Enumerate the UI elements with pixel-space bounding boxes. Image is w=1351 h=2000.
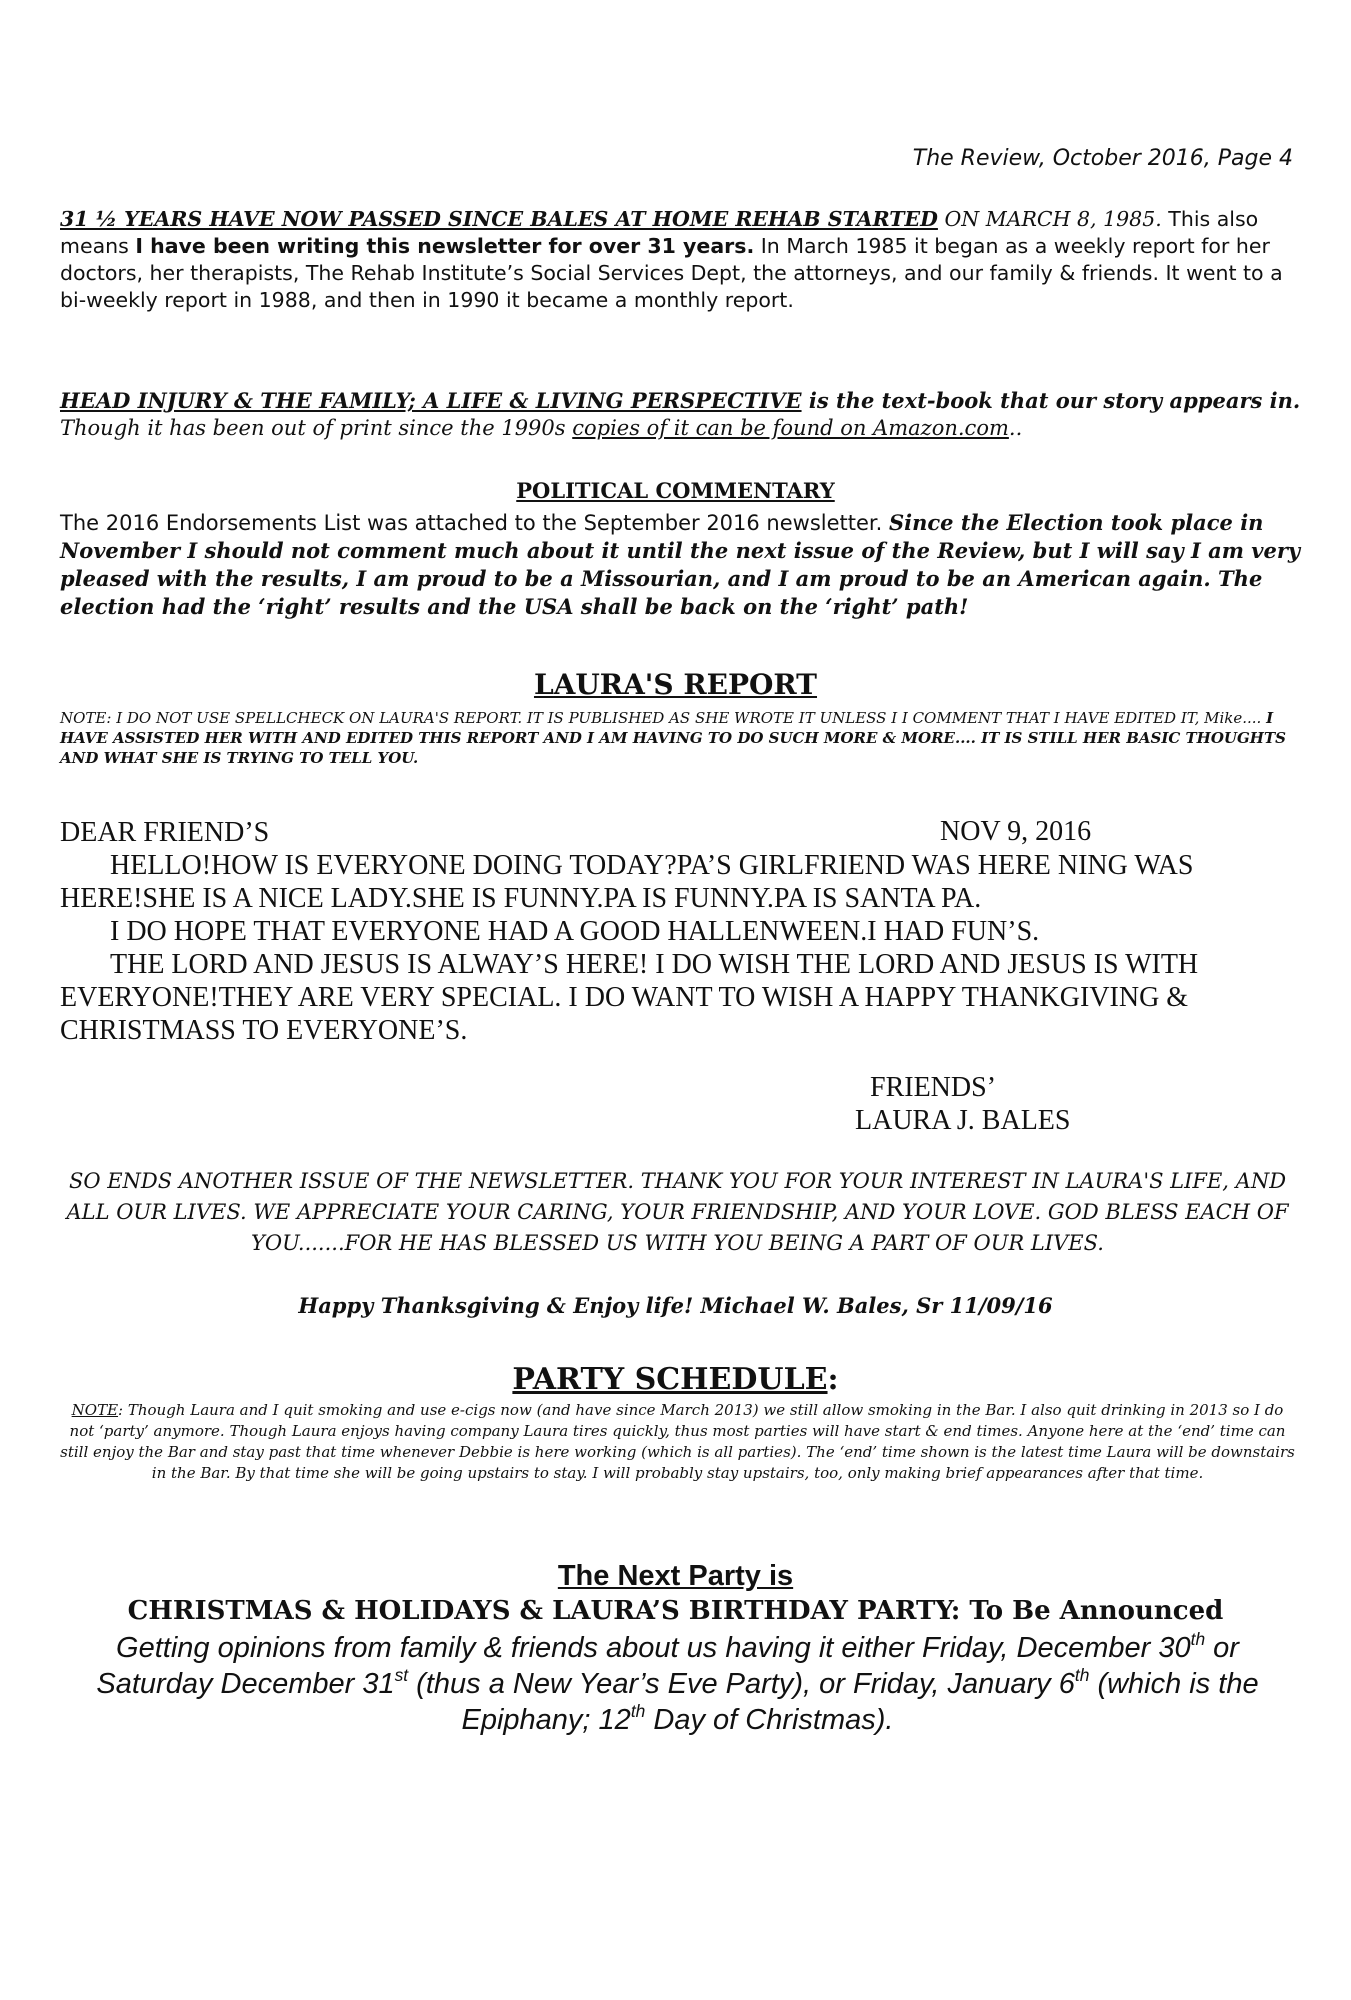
political-emphasis: Since the Election took place in November I should not comment much about it until the next issue of the Review, but I will say I am very pleased with the results, I am proud to be a Missourian, and I am proud to be an American again. The election had the ‘right’ results and the USA shall be back on the ‘right’ path! bbox=[60, 510, 1301, 619]
letter-paragraph-1: HELLO!HOW IS EVERYONE DOING TODAY?PA’S GIRLFRIEND WAS HERE NING WAS HERE!SHE IS A NICE LADY.SHE IS FUNNY.PA IS FUNNY.PA IS SANTA PA. bbox=[60, 850, 1194, 914]
next-details-sup-1: th bbox=[1190, 1628, 1206, 1649]
rehab-text-2: In March 1985 it began as a weekly report for her doctors, her therapists, The Rehab Institute’s Social Services Dept, the attorneys, and our family & friends. It went to a bi-weekly report in 1988, and then in 1990 it became a monthly report. bbox=[60, 234, 1283, 312]
political-title: POLITICAL COMMENTARY bbox=[516, 478, 835, 503]
rehab-paragraph bbox=[60, 206, 1295, 314]
letter-date: NOV 9, 2016 bbox=[940, 816, 1092, 847]
book-tail: .. bbox=[1008, 416, 1023, 440]
political-text: The 2016 Endorsements List was attached to the September 2016 newsletter. bbox=[60, 511, 889, 535]
book-amazon-text: copies of it can be found on Amazon.com bbox=[572, 416, 1009, 440]
page-header: The Review, October 2016, Page 4 bbox=[912, 146, 1293, 171]
letter-body bbox=[60, 849, 1310, 1047]
next-party-details bbox=[60, 1630, 1295, 1738]
party-schedule-title bbox=[0, 1362, 1351, 1397]
rehab-text-1: This also means bbox=[60, 207, 1259, 258]
book-text: Though it has been out of print since the 1990s bbox=[60, 416, 573, 440]
next-party-event: CHRISTMAS & HOLIDAYS & LAURA’S BIRTHDAY PARTY: To Be Announced bbox=[127, 1596, 1224, 1626]
book-bold-rest: is the text-book that our story appears in. bbox=[801, 388, 1301, 413]
next-details-part-5: Day of Christmas). bbox=[645, 1704, 894, 1736]
rehab-bold: I have been writing this newsletter for over 31 years. bbox=[135, 234, 755, 258]
next-details-sup-2: st bbox=[394, 1664, 409, 1685]
party-note-text: : Though Laura and I quit smoking and use e-cigs now (and have since March 2013) we still allow smoking in the Bar. I also quit drinking in 2013 so I do not ‘party’ anymore. Though Laura enjoys having company Laura tires quickly, thus most parties will have start & end times. Anyone here at the ‘end’ time can still enjoy the Bar and stay past that time whenever Debbie is here working (which is all parties). The ‘end’ time shown is the latest time Laura will be downstairs in the Bar. By that time she will be going upstairs to stay. I will probably stay upstairs, too, only making brief appearances after that time. bbox=[60, 1401, 1295, 1482]
letter-sign-off: FRIENDS’ bbox=[870, 1072, 997, 1103]
letter-paragraph-3: THE LORD AND JESUS IS ALWAY’S HERE! I DO WISH THE LORD AND JESUS IS WITH EVERYONE!THEY ARE VERY SPECIAL. I DO WANT TO WISH A HAPPY THANKGIVING & CHRISTMASS TO EVERYONE’S. bbox=[60, 949, 1199, 1046]
book-title: HEAD INJURY & THE FAMILY; A LIFE & LIVING PERSPECTIVE bbox=[60, 388, 802, 413]
letter-greeting: DEAR FRIEND’S bbox=[60, 817, 270, 848]
next-details-part-2: or Saturday December 31 bbox=[96, 1632, 1239, 1700]
rehab-lead-rest: ON MARCH 8, 1985. bbox=[937, 207, 1162, 231]
next-party-title: The Next Party is bbox=[557, 1560, 794, 1592]
laura-report-note bbox=[60, 708, 1305, 768]
laura-note-plain: NOTE: I DO NOT USE SPELLCHECK ON LAURA'S REPORT. IT IS PUBLISHED AS SHE WROTE IT UNLESS I I COMMENT THAT I HAVE EDITED IT, Mike.... bbox=[60, 709, 1267, 727]
next-details-part-1: Getting opinions from family & friends about us having it either Friday, December 30 bbox=[116, 1632, 1191, 1664]
next-details-sup-4: th bbox=[630, 1700, 646, 1721]
party-note-label: NOTE bbox=[71, 1401, 119, 1419]
closing-signature: Happy Thanksgiving & Enjoy life! Michael W. Bales, Sr 11/09/16 bbox=[298, 1293, 1053, 1318]
book-paragraph bbox=[60, 387, 1305, 442]
political-paragraph bbox=[60, 509, 1305, 621]
letter-paragraph-2: I DO HOPE THAT EVERYONE HAD A GOOD HALLENWEEN.I HAD FUN’S. bbox=[110, 916, 1040, 947]
next-details-part-4: (which is the Epiphany; 12 bbox=[461, 1668, 1259, 1736]
laura-note-bold: I HAVE ASSISTED HER WITH AND EDITED THIS REPORT AND I AM HAVING TO DO SUCH MORE & MORE.... IT IS STILL HER BASIC THOUGHTS AND WHAT SHE IS TRYING TO TELL YOU. bbox=[60, 709, 1286, 767]
next-details-part-3: (thus a New Year’s Eve Party), or Friday, January 6 bbox=[408, 1668, 1075, 1700]
laura-report-title: LAURA'S REPORT bbox=[533, 668, 818, 701]
party-title-suffix: : bbox=[827, 1362, 839, 1397]
next-details-sup-3: th bbox=[1074, 1664, 1090, 1685]
rehab-lead: 31 ½ YEARS HAVE NOW PASSED SINCE BALES AT HOME REHAB STARTED bbox=[60, 207, 938, 231]
letter-signature: LAURA J. BALES bbox=[855, 1105, 1071, 1136]
party-note bbox=[60, 1400, 1295, 1484]
closing-text: SO ENDS ANOTHER ISSUE OF THE NEWSLETTER. THANK YOU FOR YOUR INTEREST IN LAURA'S LIFE, AND ALL OUR LIVES. WE APPRECIATE YOUR CARING, YOUR FRIENDSHIP, AND YOUR LOVE. GOD BLESS EACH OF YOU.......FOR HE HAS BLESSED US WITH YOU BEING A PART OF OUR LIVES. bbox=[66, 1169, 1289, 1255]
party-title-text: PARTY SCHEDULE bbox=[512, 1362, 828, 1397]
